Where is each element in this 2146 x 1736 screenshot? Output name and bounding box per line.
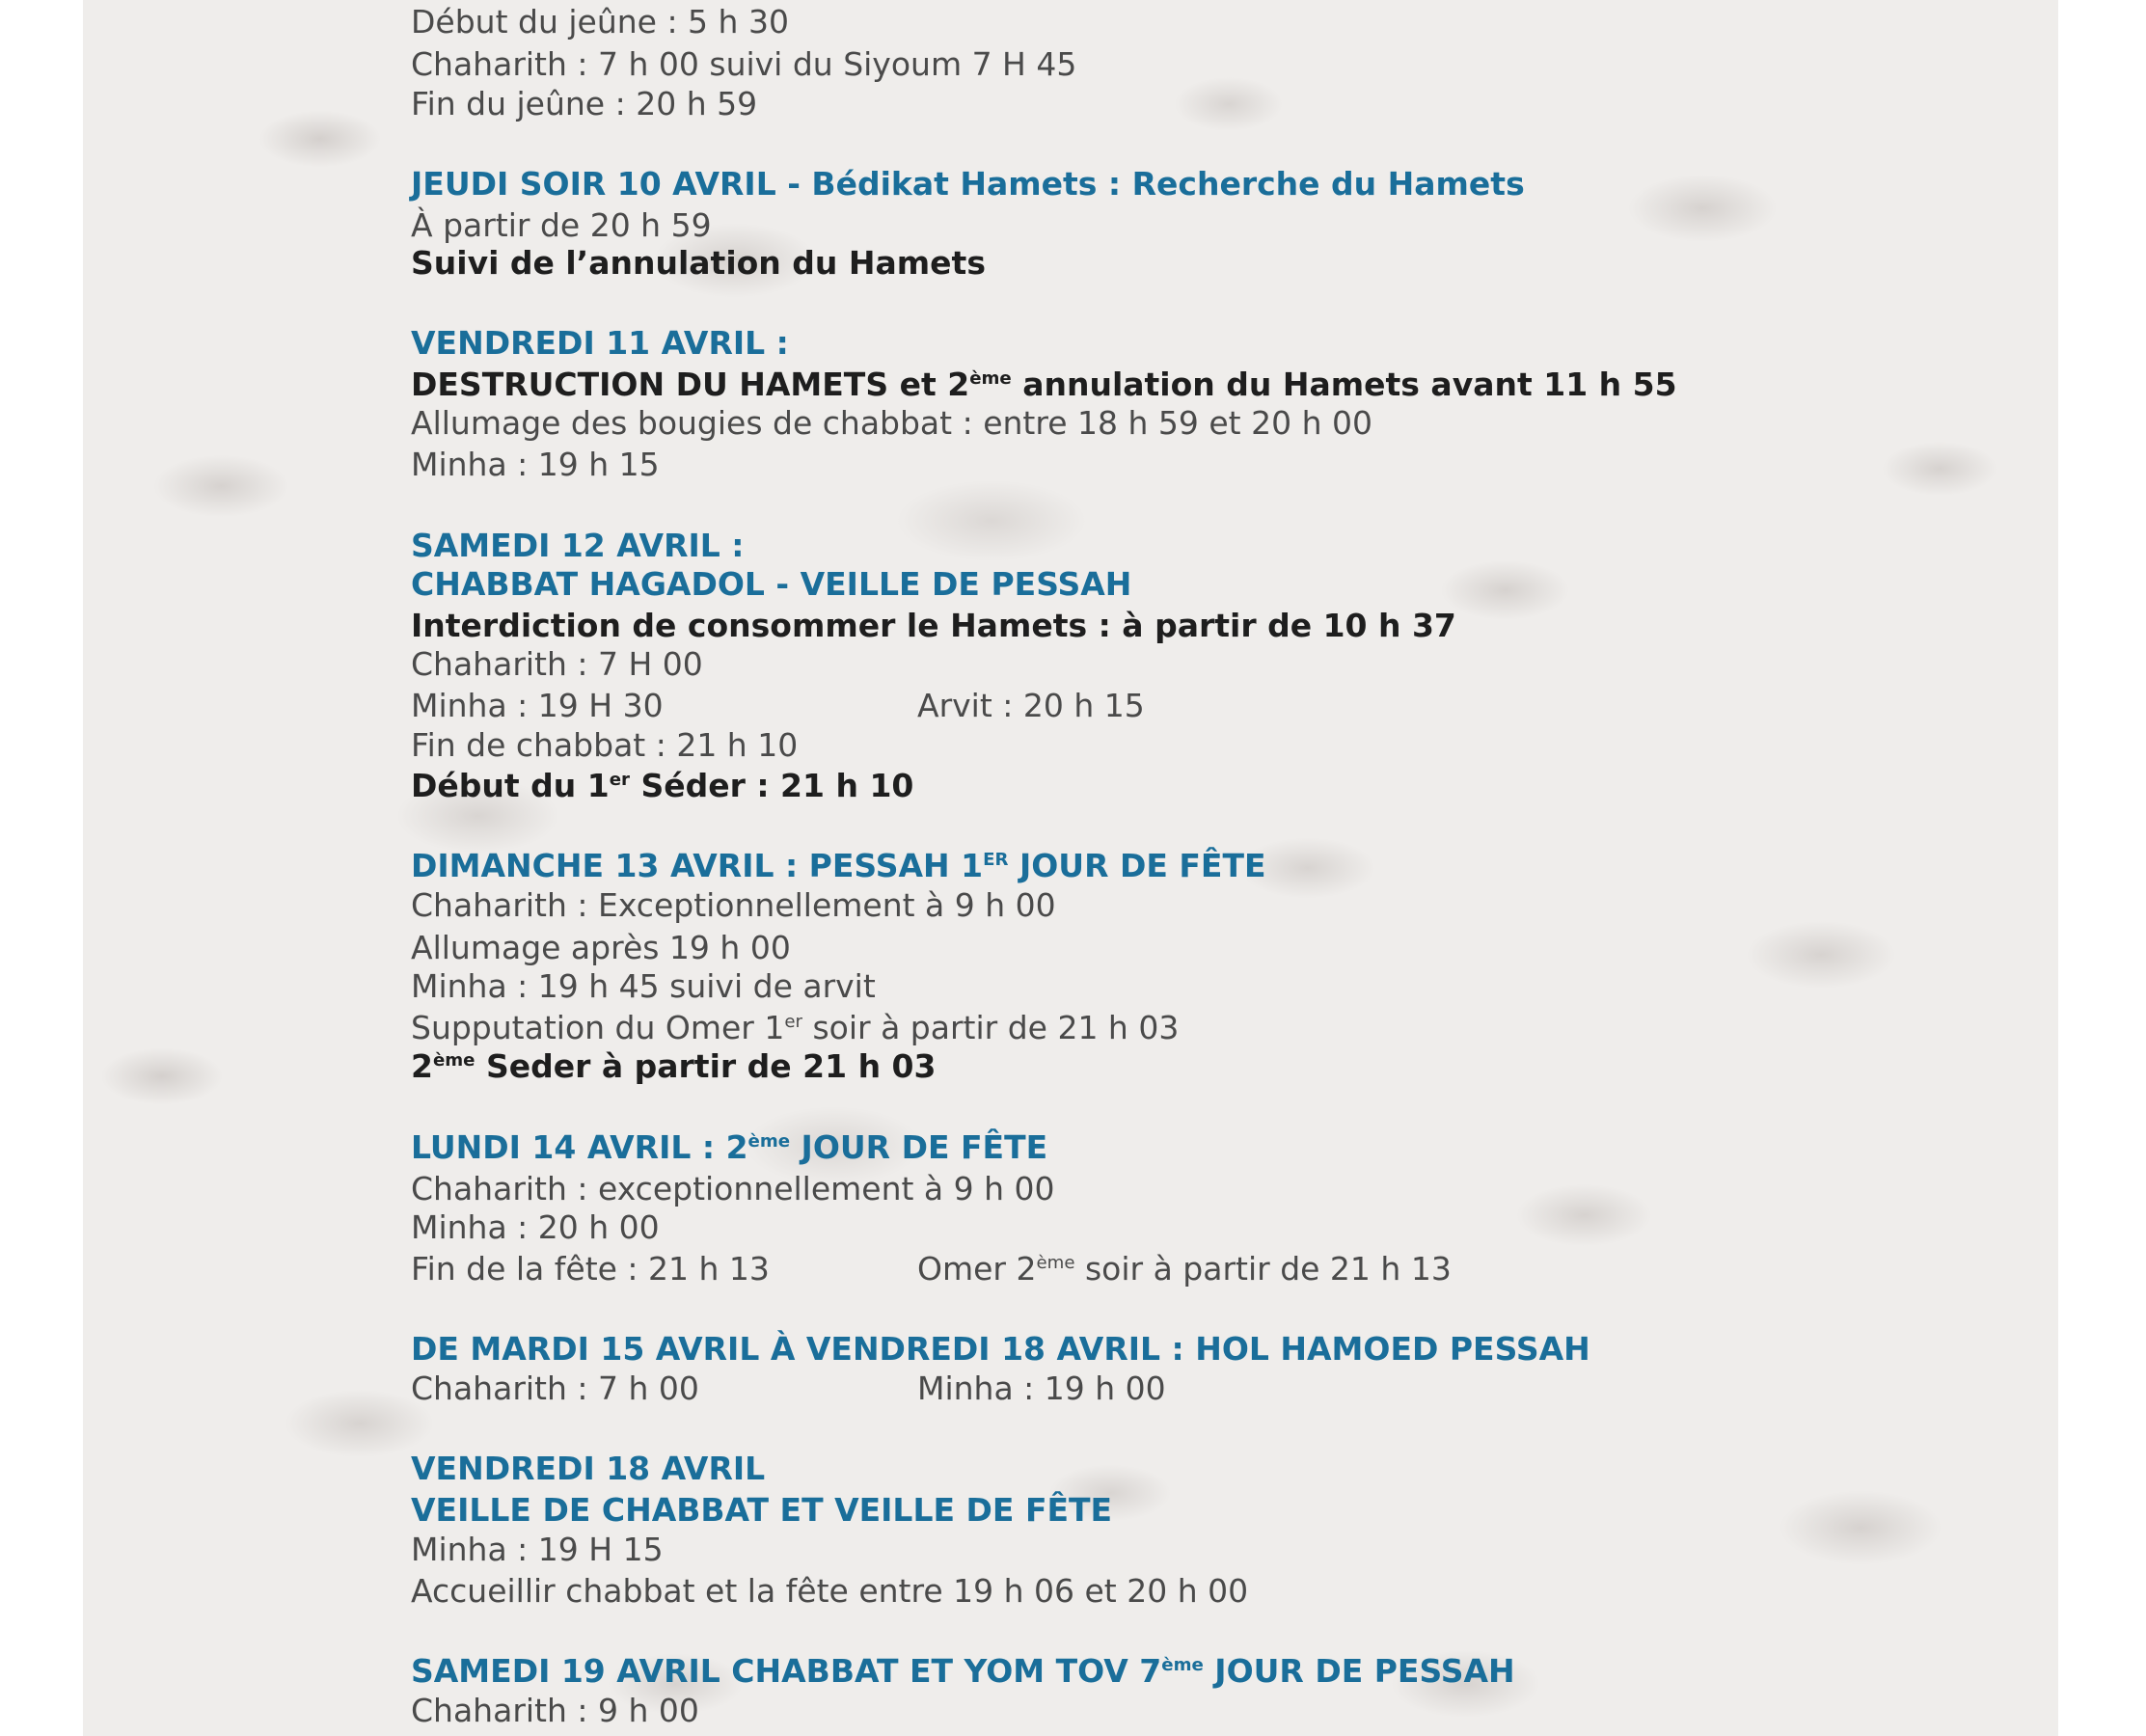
saturday12-end-chabbat: Fin de chabbat : 21 h 10 <box>411 726 799 764</box>
saturday19-heading: SAMEDI 19 AVRIL CHABBAT ET YOM TOV 7ème JOUR DE PESSAH <box>411 1652 1515 1690</box>
fast-start: Début du jeûne : 5 h 30 <box>411 3 789 41</box>
sunday13-allumage: Allumage après 19 h 00 <box>411 929 791 966</box>
hol-heading: DE MARDI 15 AVRIL À VENDREDI 18 AVRIL : HOL HAMOED PESSAH <box>411 1330 1590 1368</box>
saturday12-heading2: CHABBAT HAGADOL - VEILLE DE PESSAH <box>411 565 1132 603</box>
saturday12-heading1: SAMEDI 12 AVRIL : <box>411 527 745 564</box>
monday14-heading: LUNDI 14 AVRIL : 2ème JOUR DE FÊTE <box>411 1128 1048 1166</box>
friday18-heading2: VEILLE DE CHABBAT ET VEILLE DE FÊTE <box>411 1491 1113 1529</box>
hol-minha: Minha : 19 h 00 <box>917 1370 1166 1407</box>
saturday12-minha-row <box>411 686 1761 726</box>
friday11-destruction: DESTRUCTION DU HAMETS et 2ème annulation du Hamets avant 11 h 55 <box>411 366 1677 403</box>
sunday13-heading: DIMANCHE 13 AVRIL : PESSAH 1ER JOUR DE FÊTE <box>411 847 1266 884</box>
saturday19-chaharith: Chaharith : 9 h 00 <box>411 1692 699 1729</box>
friday11-candles: Allumage des bougies de chabbat : entre 18 h 59 et 20 h 00 <box>411 404 1372 442</box>
sunday13-chaharith: Chaharith : Exceptionnellement à 9 h 00 <box>411 886 1056 924</box>
saturday12-arvit: Arvit : 20 h 15 <box>917 687 1145 724</box>
monday14-chaharith: Chaharith : exceptionnellement à 9 h 00 <box>411 1170 1055 1207</box>
hol-row <box>411 1369 1761 1409</box>
saturday12-seder: Début du 1er Séder : 21 h 10 <box>411 767 914 804</box>
saturday12-minha: Minha : 19 H 30 <box>411 687 664 724</box>
sunday13-seder: 2ème Seder à partir de 21 h 03 <box>411 1047 937 1085</box>
monday14-omer: Omer 2ème soir à partir de 21 h 13 <box>917 1250 1452 1288</box>
friday11-heading: VENDREDI 11 AVRIL : <box>411 324 789 362</box>
fast-chaharith: Chaharith : 7 h 00 suivi du Siyoum 7 H 45 <box>411 45 1077 83</box>
saturday12-interdiction: Interdiction de consommer le Hamets : à partir de 10 h 37 <box>411 607 1456 644</box>
friday18-minha: Minha : 19 H 15 <box>411 1531 664 1568</box>
thursday-heading: JEUDI SOIR 10 AVRIL - Bédikat Hamets : Recherche du Hamets <box>411 165 1525 203</box>
thursday-annulation: Suivi de l’annulation du Hamets <box>411 244 986 282</box>
monday14-end-row <box>411 1249 1761 1289</box>
document-page <box>83 0 2058 1736</box>
thursday-from: À partir de 20 h 59 <box>411 206 712 244</box>
sunday13-minha: Minha : 19 h 45 suivi de arvit <box>411 967 876 1005</box>
friday11-minha: Minha : 19 h 15 <box>411 446 660 483</box>
sunday13-omer: Supputation du Omer 1er soir à partir de 21 h 03 <box>411 1009 1180 1046</box>
fast-end: Fin du jeûne : 20 h 59 <box>411 85 758 122</box>
friday18-accueillir: Accueillir chabbat et la fête entre 19 h 06 et 20 h 00 <box>411 1572 1249 1610</box>
monday14-end-fete: Fin de la fête : 21 h 13 <box>411 1250 770 1288</box>
monday14-minha: Minha : 20 h 00 <box>411 1208 660 1246</box>
friday18-heading1: VENDREDI 18 AVRIL <box>411 1450 766 1487</box>
hol-chaharith: Chaharith : 7 h 00 <box>411 1370 699 1407</box>
saturday12-chaharith: Chaharith : 7 H 00 <box>411 645 703 683</box>
